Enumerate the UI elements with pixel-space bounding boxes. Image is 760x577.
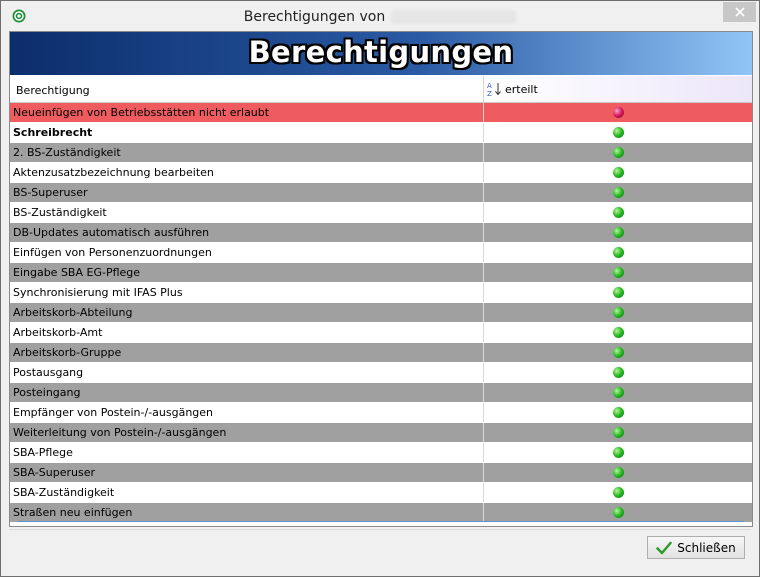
table-row[interactable] [10, 503, 752, 523]
table-row[interactable] [10, 343, 752, 363]
permission-name: Empfänger von Postein-/-ausgängen [13, 406, 214, 419]
permission-name: 2. BS-Zuständigkeit [13, 146, 121, 159]
column-divider [483, 163, 484, 182]
svg-text:A: A [487, 82, 492, 90]
redacted-user-name [391, 10, 516, 24]
column-divider [483, 203, 484, 222]
status-granted-icon [613, 407, 624, 418]
table-row[interactable] [10, 443, 752, 463]
status-granted-icon [613, 427, 624, 438]
status-granted-icon [613, 267, 624, 278]
status-denied-icon [613, 107, 624, 118]
column-divider [483, 483, 484, 502]
table-header [10, 76, 752, 103]
svg-text:Z: Z [487, 90, 492, 97]
status-granted-icon [613, 187, 624, 198]
permission-name: Arbeitskorb-Gruppe [13, 346, 122, 359]
column-divider [483, 123, 484, 142]
status-granted-icon [613, 227, 624, 238]
status-granted-icon [613, 287, 624, 298]
column-divider [483, 443, 484, 462]
permission-name: Eingabe SBA EG-Pflege [13, 266, 141, 279]
column-divider [483, 363, 484, 382]
banner [10, 32, 752, 75]
table-row[interactable] [10, 323, 752, 343]
column-divider [483, 183, 484, 202]
sort-az-icon [487, 81, 503, 97]
table-row[interactable] [10, 123, 752, 143]
table-bottom-border [18, 521, 744, 522]
permission-name: Einfügen von Personenzuordnungen [13, 246, 212, 259]
status-granted-icon [613, 307, 624, 318]
permission-name: Straßen neu einfügen [13, 506, 133, 519]
permission-name: BS-Superuser [13, 186, 88, 199]
column-divider [483, 343, 484, 362]
status-granted-icon [613, 467, 624, 478]
permissions-table-body [10, 103, 752, 523]
permission-name: SBA-Zuständigkeit [13, 486, 115, 499]
table-row[interactable] [10, 423, 752, 443]
column-divider [483, 403, 484, 422]
table-row[interactable] [10, 203, 752, 223]
permission-name: Neueinfügen von Betriebsstätten nicht erlaubt [13, 106, 270, 119]
permission-name: Postausgang [13, 366, 84, 379]
permission-name: DB-Updates automatisch ausführen [13, 226, 210, 239]
table-row[interactable] [10, 363, 752, 383]
table-row[interactable] [10, 263, 752, 283]
permission-name: Arbeitskorb-Abteilung [13, 306, 133, 319]
status-granted-icon [613, 127, 624, 138]
window-title-text: Berechtigungen von [243, 9, 386, 25]
table-row[interactable] [10, 303, 752, 323]
column-header-granted[interactable] [483, 76, 538, 102]
column-divider [483, 283, 484, 302]
column-divider [483, 323, 484, 342]
status-granted-icon [613, 327, 624, 338]
column-divider [483, 143, 484, 162]
banner-title: Berechtigungen [248, 35, 514, 69]
title-bar[interactable] [1, 1, 759, 31]
checkmark-icon [656, 541, 672, 555]
window-title [1, 9, 759, 25]
column-divider [483, 263, 484, 282]
status-granted-icon [613, 487, 624, 498]
permissions-panel [9, 31, 753, 527]
status-granted-icon [613, 367, 624, 378]
status-granted-icon [613, 147, 624, 158]
permission-name: Arbeitskorb-Amt [13, 326, 103, 339]
permission-name: Posteingang [13, 386, 81, 399]
close-button[interactable] [647, 536, 745, 559]
status-granted-icon [613, 347, 624, 358]
close-button-label: Schließen [677, 540, 736, 555]
table-row[interactable] [10, 383, 752, 403]
status-granted-icon [613, 507, 624, 518]
footer-separator [9, 529, 751, 530]
table-row[interactable] [10, 403, 752, 423]
table-row[interactable] [10, 143, 752, 163]
permission-name: Synchronisierung mit IFAS Plus [13, 286, 183, 299]
status-granted-icon [613, 447, 624, 458]
table-row[interactable] [10, 103, 752, 123]
table-row[interactable] [10, 283, 752, 303]
permission-name: SBA-Pflege [13, 446, 73, 459]
table-row[interactable] [10, 243, 752, 263]
table-row[interactable] [10, 183, 752, 203]
column-header-granted-label: erteilt [505, 83, 538, 96]
column-divider [483, 423, 484, 442]
column-divider [483, 463, 484, 482]
table-row[interactable] [10, 483, 752, 503]
status-granted-icon [613, 387, 624, 398]
close-icon [735, 7, 745, 17]
column-divider [483, 503, 484, 522]
column-header-permission[interactable]: Berechtigung [16, 84, 90, 97]
permission-name: SBA-Superuser [13, 466, 96, 479]
table-row[interactable] [10, 463, 752, 483]
column-divider [483, 243, 484, 262]
column-divider [483, 303, 484, 322]
table-row[interactable] [10, 163, 752, 183]
column-divider [483, 103, 484, 122]
permission-name: Schreibrecht [13, 126, 93, 139]
status-granted-icon [613, 247, 624, 258]
column-divider [483, 223, 484, 242]
permission-name: Weiterleitung von Postein-/-ausgängen [13, 426, 227, 439]
column-divider [483, 383, 484, 402]
status-granted-icon [613, 167, 624, 178]
permission-name: BS-Zuständigkeit [13, 206, 107, 219]
status-granted-icon [613, 207, 624, 218]
table-row[interactable] [10, 223, 752, 243]
window-close-button[interactable] [723, 2, 756, 22]
permission-name: Aktenzusatzbezeichnung bearbeiten [13, 166, 214, 179]
